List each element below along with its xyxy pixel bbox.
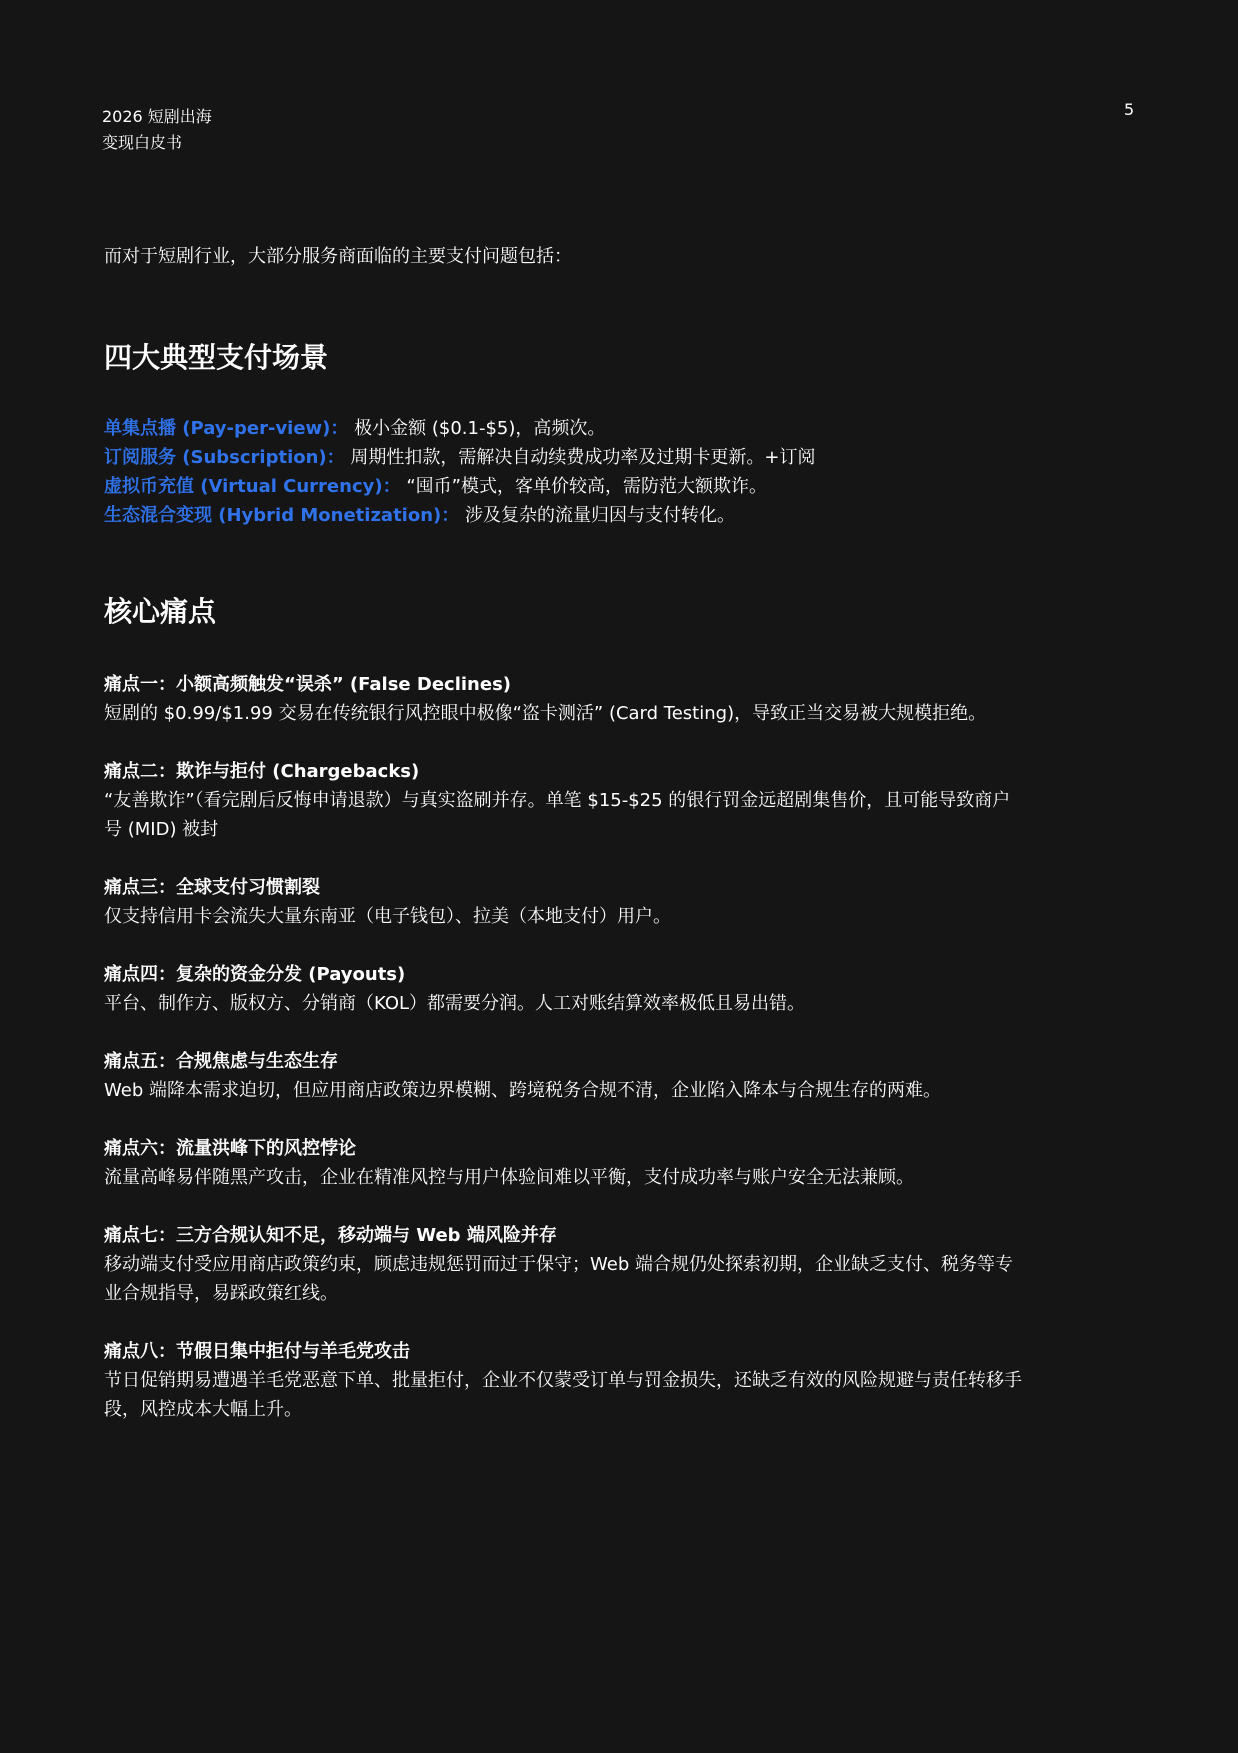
- pain-point-desc: Web 端降本需求迫切，但应用商店政策边界模糊、跨境税务合规不清，企业陷入降本与合规生存的两难。: [104, 1080, 941, 1101]
- scenario-term: 单集点播 (Pay-per-view)：: [104, 418, 349, 439]
- pain-point-title: 痛点二：欺诈与拒付 (Chargebacks): [104, 761, 420, 782]
- intro-paragraph: 而对于短剧行业，大部分服务商面临的主要支付问题包括：: [104, 246, 572, 267]
- pain-point-desc: 短剧的 $0.99/$1.99 交易在传统银行风控眼中极像“盗卡测活” (Card Testing)，导致正当交易被大规模拒绝。: [104, 703, 987, 724]
- scenario-item: [104, 443, 815, 472]
- scenario-desc: 周期性扣款，需解决自动续费成功率及过期卡更新。+订阅: [350, 447, 816, 468]
- pain-point-item: [104, 670, 1024, 728]
- scenario-desc: “囤币”模式，客单价较高，需防范大额欺诈。: [406, 476, 767, 497]
- pain-point-list: [104, 670, 1024, 1453]
- pain-point-desc: “友善欺诈”（看完剧后反悔申请退款）与真实盗刷并存。单笔 $15-$25 的银行罚金远超剧集售价，且可能导致商户号 (MID) 被封: [104, 790, 1011, 840]
- pain-point-desc: 流量高峰易伴随黑产攻击，企业在精准风控与用户体验间难以平衡，支付成功率与账户安全无法兼顾。: [104, 1167, 914, 1188]
- scenario-desc: 涉及复杂的流量归因与支付转化。: [465, 505, 735, 526]
- scenario-desc: 极小金额 ($0.1-$5)，高频次。: [354, 418, 606, 439]
- header-line-1: 2026 短剧出海: [102, 107, 212, 126]
- pain-point-item: [104, 757, 1024, 844]
- page-number: 5: [1124, 100, 1135, 119]
- pain-point-item: [104, 873, 1024, 931]
- pain-point-title: 痛点六：流量洪峰下的风控悖论: [104, 1138, 356, 1159]
- pain-point-title: 痛点七：三方合规认知不足，移动端与 Web 端风险并存: [104, 1225, 557, 1246]
- scenario-item: [104, 501, 815, 530]
- pain-points-heading: 核心痛点: [104, 595, 217, 628]
- scenario-term: 订阅服务 (Subscription)：: [104, 447, 345, 468]
- header-line-2: 变现白皮书: [102, 133, 183, 152]
- pain-point-item: [104, 1337, 1024, 1424]
- pain-point-title: 痛点一：小额高频触发“误杀” (False Declines): [104, 674, 512, 695]
- pain-point-desc: 仅支持信用卡会流失大量东南亚（电子钱包）、拉美（本地支付）用户。: [104, 906, 671, 927]
- scenario-item: [104, 472, 815, 501]
- scenario-list: [104, 414, 815, 530]
- pain-point-desc: 移动端支付受应用商店政策约束，顾虑违规惩罚而过于保守；Web 端合规仍处探索初期，企业缺乏支付、税务等专业合规指导，易踩政策红线。: [104, 1254, 1013, 1304]
- pain-point-title: 痛点三：全球支付习惯割裂: [104, 877, 320, 898]
- scenario-item: [104, 414, 815, 443]
- scenarios-heading: 四大典型支付场景: [104, 341, 329, 374]
- pain-point-title: 痛点八：节假日集中拒付与羊毛党攻击: [104, 1341, 410, 1362]
- pain-point-item: [104, 1047, 1024, 1105]
- pain-point-title: 痛点四：复杂的资金分发 (Payouts): [104, 964, 406, 985]
- document-header: [102, 104, 212, 156]
- pain-point-item: [104, 1134, 1024, 1192]
- scenario-term: 生态混合变现 (Hybrid Monetization)：: [104, 505, 460, 526]
- pain-point-desc: 节日促销期易遭遇羊毛党恶意下单、批量拒付，企业不仅蒙受订单与罚金损失，还缺乏有效的风险规避与责任转移手段，风控成本大幅上升。: [104, 1370, 1022, 1420]
- pain-point-title: 痛点五：合规焦虑与生态生存: [104, 1051, 338, 1072]
- pain-point-item: [104, 1221, 1024, 1308]
- scenario-term: 虚拟币充值 (Virtual Currency)：: [104, 476, 401, 497]
- pain-point-item: [104, 960, 1024, 1018]
- pain-point-desc: 平台、制作方、版权方、分销商（KOL）都需要分润。人工对账结算效率极低且易出错。: [104, 993, 806, 1014]
